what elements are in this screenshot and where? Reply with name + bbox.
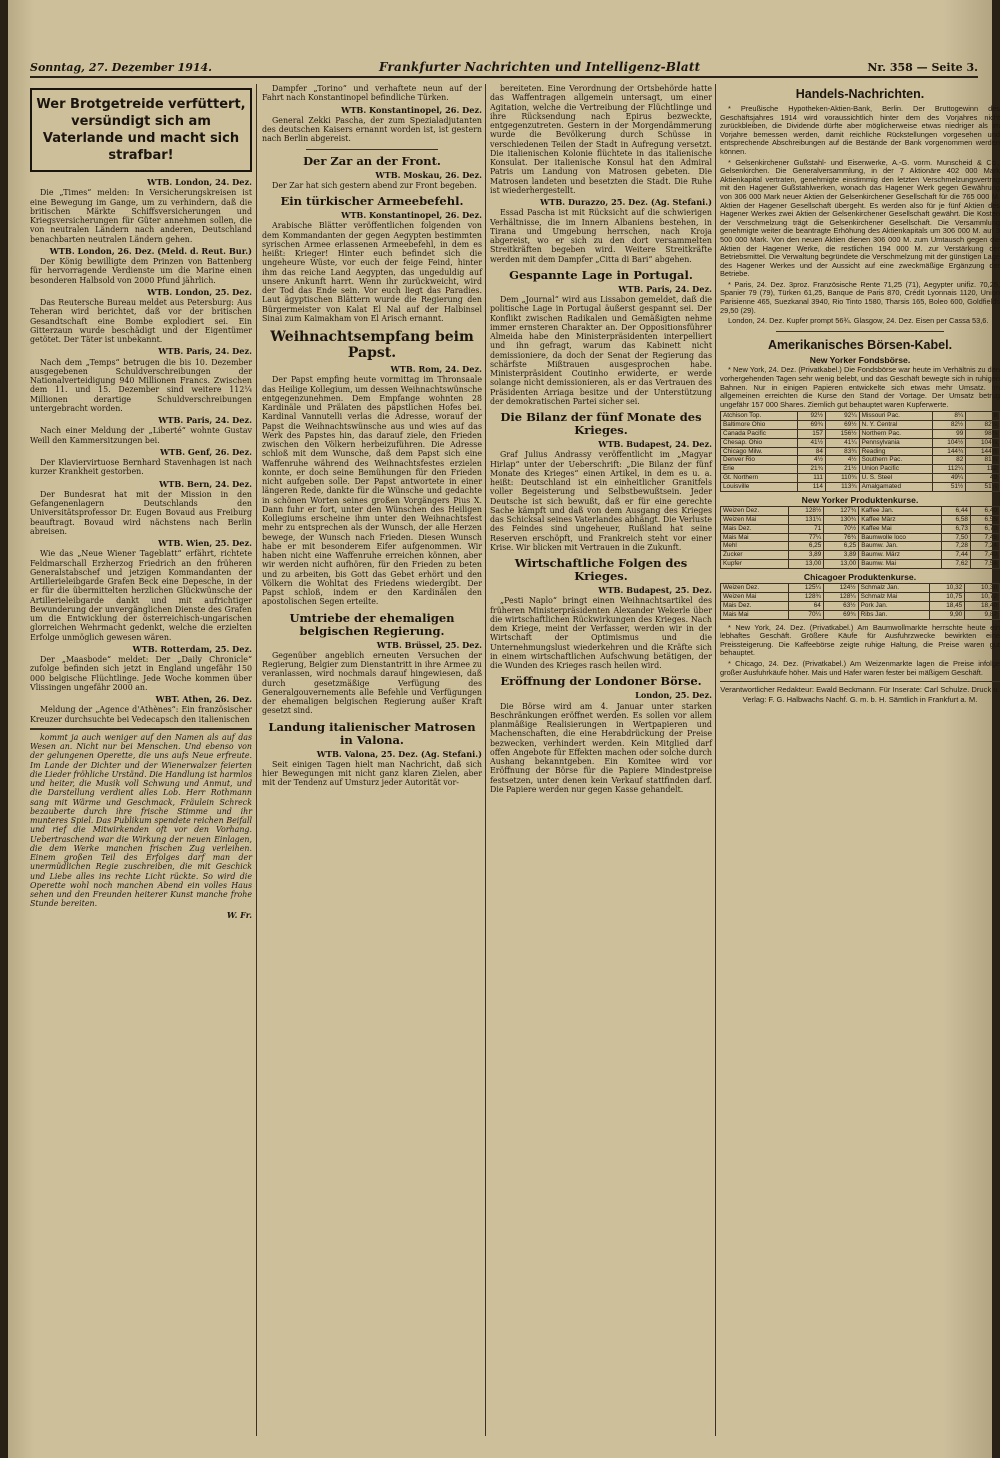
headline-portugal: Gespannte Lage in Portugal. bbox=[509, 267, 693, 282]
table-cell: Baumw. Jan. bbox=[859, 542, 942, 551]
table-cell: 21¾ bbox=[797, 465, 825, 474]
table-cell: 9,90 bbox=[930, 610, 965, 619]
news-item-text: Nach dem „Temps“ betrugen die bis 10. Dezember ausgegebenen Schuldverschreibungen der Nationalverteidigung 940 Millionen Francs. Zwischen dem 11. und 15. Dezember sind weitere 112¼ Millionen derartige Schuldverschreibungen untergebracht worden. bbox=[30, 357, 252, 413]
column-rule bbox=[256, 84, 257, 1436]
table-cell: U. S. Steel bbox=[859, 473, 932, 482]
table-cell: Baumwolle loco bbox=[859, 533, 942, 542]
article-text: Gegenüber angeblich erneuten Versuchen der Regierung, Belgier zum Dienstantritt in ihre Armee zu veranlassen, wird nochmals darauf hingewiesen, daß durch gesetzmäßige Verfügung des Generalgouvernements alle Befehle und Verfügungen der ehemaligen belgischen Regierung außer Kraft gesetzt sind. bbox=[262, 650, 482, 716]
column-2 bbox=[262, 84, 482, 1436]
table-cell: Weizen Dez. bbox=[721, 507, 789, 516]
headline-boerse: Eröffnung der Londoner Börse. bbox=[500, 674, 702, 689]
table-cell: 4½ bbox=[825, 456, 859, 465]
dateline: WTB. Paris, 24. Dez. bbox=[618, 283, 712, 294]
table-cell: Kaffee März bbox=[859, 515, 942, 524]
table-cell: 51¼ bbox=[966, 482, 1000, 491]
table-cell: 7,58 bbox=[970, 559, 999, 568]
continued-text: Dampfer „Torino“ und verhaftete neun auf der Fahrt nach Konstantinopel befindliche Türken. bbox=[262, 84, 482, 103]
table-cell: 112¼ bbox=[932, 465, 966, 474]
table-cell: 98¾ bbox=[966, 430, 1000, 439]
news-item-text: Meldung der „Agence d'Athènes“: Ein französischer Kreuzer durchsuchte bei Vedecapsch den italienischen bbox=[30, 705, 252, 724]
chicago-price-table bbox=[720, 583, 1000, 619]
dateline: WTB. Genf, 26. Dez. bbox=[159, 446, 252, 457]
table-cell: Schmalz Jan. bbox=[858, 584, 930, 593]
article-text: „Pesti Naplo“ bringt einen Weihnachtsartikel des früheren Ministerpräsidenten Alexander Wekerle über die wirtschaftlichen Rückwirkungen des Krieges. Nach dem Kriege, meint der Verfasser, werden wir in der Wirtschaft der Optimismus und die Unternehmungslust wiederkehren und die Kräfte sich in einem wirtschaftlichen Aufschwung betätigen, der die Wunden des Krieges rasch heilen wird. bbox=[490, 596, 712, 670]
article-text: * New York, 24. Dez. (Privatkabel.) Die Fondsbörse war heute im Verhältnis zu den vorhergehenden Tagen sehr wenig belebt, und das Geschäft bewegte sich in ruhigen Bahnen. Nur in einigen Papieren entwickelte sich etwas mehr Umsatz. Im allgemeinen erreichten die Kurse den Stand der Vortage. Der Umsatz betrug ungefähr 157 000 Shares. Ziemlich gut behauptet waren Kupferwerte. bbox=[720, 365, 1000, 409]
dateline: WTB. Budapest, 25. Dez. bbox=[598, 585, 712, 595]
table-cell: 112 bbox=[966, 465, 1000, 474]
news-items bbox=[262, 106, 482, 144]
table-cell: 99 bbox=[932, 430, 966, 439]
newspaper-page bbox=[8, 0, 1000, 1458]
table-cell: Baltimore Ohio bbox=[721, 421, 798, 430]
table-cell: 124½ bbox=[823, 584, 858, 593]
table-cell: 18,40 bbox=[965, 601, 1000, 610]
dateline: WTB. Brüssel, 25. Dez. bbox=[376, 639, 482, 650]
table-row bbox=[721, 559, 1000, 568]
table-cell: Kaffee Mai bbox=[859, 524, 942, 533]
table-row bbox=[721, 524, 1000, 533]
table-cell: 18,45 bbox=[930, 601, 965, 610]
table-cell: Baumw. Mai bbox=[859, 559, 942, 568]
table-cell: Chicago Milw. bbox=[721, 447, 798, 456]
headline-landung: Landung italienischer Matrosen in Valona. bbox=[268, 719, 476, 747]
table-cell: 10,72 bbox=[965, 593, 1000, 602]
article-text: Der Zar hat sich gestern abend zur Front begeben. bbox=[272, 180, 477, 190]
article-text: Graf Julius Andrassy veröffentlicht im „Magyar Hirlap“ unter der Ueberschrift: „Die Bilanz der fünf Monate des Krieges“ einen Artikel, in dem es u. a. heißt: Deutschland ist ein einheitlicher Granitfels voller Begeisterung und Selbstbewußtsein. Jeder Deutsche ist sich bewußt, daß er für eine gerechte Sache kämpft und daß von dem Ausgang des Krieges das Schicksal seines Vaterlandes abhängt. Die Verluste des Feindes sind ungeheuer, Rußland hat seine Reserven erschöpft, und Frankreich steht vor einer Krise. Wir blicken mit Vertrauen in die Zukunft. bbox=[490, 450, 712, 552]
news-item-text: Der Klaviervirtuose Bernhard Stavenhagen ist nach kurzer Krankheit gestorben. bbox=[30, 458, 252, 477]
headline-boersen-kabel: Amerikanisches Börsen-Kabel. bbox=[767, 337, 953, 352]
table-cell: 9,87 bbox=[965, 610, 1000, 619]
column-4-commerce bbox=[720, 84, 1000, 1436]
table-cell: 10,30 bbox=[965, 584, 1000, 593]
table-row bbox=[721, 542, 1000, 551]
headline-belgische-regierung: Umtriebe der ehemaligen belgischen Regierung. bbox=[289, 610, 455, 638]
headline-armeebefehl: Ein türkischer Armeebefehl. bbox=[280, 194, 464, 208]
table-cell: 92½ bbox=[797, 412, 825, 421]
news-item-text: Nach einer Meldung der „Liberté“ wohnte Gustav Weill den Kammersitzungen bei. bbox=[30, 426, 252, 445]
commerce-item-text: London, 24. Dez. Kupfer prompt 56¾. Glasgow, 24. Dez. Eisen per Cassa 53,6. bbox=[728, 316, 989, 326]
table-cell: 6,44 bbox=[941, 507, 970, 516]
table-cell: 6,25 bbox=[824, 542, 859, 551]
table-cell: Canada Pacific bbox=[721, 430, 798, 439]
table-cell: 13,00 bbox=[824, 559, 859, 568]
table-cell: 69¾ bbox=[823, 610, 858, 619]
table-cell: Amalgamated bbox=[859, 482, 932, 491]
news-item-text: Essad Pascha ist mit Rücksicht auf die schwierigen Verhältnisse, die im Innern Albaniens bestehen, in Tirana und Umgebung herrschen, nach Kroja abgereist, wo er sich zu den dort versammelten Streitkräften begeben wird. Weitere Streitkräfte werden mit dem Dampfer „Citta di Bari“ abgehen. bbox=[490, 208, 712, 264]
dateline: WTB. London, 25. Dez. bbox=[147, 286, 252, 297]
table-cell: 156½ bbox=[825, 430, 859, 439]
table-cell: 8¼ bbox=[932, 412, 966, 421]
table-cell: 83¾ bbox=[825, 447, 859, 456]
news-item-text: Die „Times“ melden: In Versicherungskreisen ist eine Bewegung im Gange, um zu verhindern, daß die britischen Märkte Schiffsversicherungen und Kriegsversicherungen für Güter annehmen sollen, die von neutralen Ländern nach anderen, Deutschland benachbarten neutralen Ländern gehen. bbox=[30, 188, 252, 244]
table-cell: 7,62 bbox=[941, 559, 970, 568]
table-cell: 70½ bbox=[824, 524, 859, 533]
headline-papst: Weihnachtsempfang beim Papst. bbox=[270, 329, 474, 361]
table-row bbox=[721, 412, 1000, 421]
table-row bbox=[721, 438, 1000, 447]
table-cell: 104½ bbox=[932, 438, 966, 447]
issue-date: Sonntag, 27. Dezember 1914. bbox=[30, 61, 212, 74]
subheadline-ny-produkten: New Yorker Produktenkurse. bbox=[801, 494, 919, 505]
feuilleton-text: kommt ja auch weniger auf den Namen als auf das Wesen an. Nicht nur bei Menschen. Und ebenso von der gelungenen Operette, die uns aufs Neue erfreute. Im Lande der Dichter und der Wienerwalzer feierten die Lieder fröhliche Urständ. Die Handlung ist harmlos und heiter, die Musik voll Schwung und Anmut, und die Darstellung verdient alles Lob. Herr Rothmann sang mit Wärme und Geschmack, Fräulein Schreck bezauberte durch ihre frische Stimme und ihr munteres Spiel. Das Publikum spendete reichen Beifall und rief die Mitwirkenden oft vor den Vorhang. Uebertraschend war die Wirkung der neuen Einlagen, die dem Werke manchen frischen Zug verleihen. Einem großen Teil des Erfolges darf man der unermüdlichen Regie zuschreiben, die mit Geschick und Liebe alles ins rechte Licht rückte. So wird die Operette wohl noch manchen Abend ein volles Haus sehen und den Freunden heiterer Kunst manche frohe Stunde bereiten. bbox=[30, 732, 252, 909]
commerce-items bbox=[720, 105, 1000, 326]
table-row bbox=[721, 515, 1000, 524]
column-rule bbox=[715, 84, 716, 1436]
market-report-text: * New York, 24. Dez. (Privatkabel.) Am Baumwollmarkte herrschte heute ein lebhaftes Geschäft. Größere Käufe für Ausfuhrzwecke bewirkten eine Preissteigerung. Die Kaffeebörse zeigte ruhige Haltung, die Preise waren gut behauptet. bbox=[720, 622, 1000, 658]
table-cell: Mais Mai bbox=[721, 533, 789, 542]
table-cell: 49¼ bbox=[932, 473, 966, 482]
dateline: London, 25. Dez. bbox=[635, 690, 712, 701]
dateline: WTB. Paris, 24. Dez. bbox=[158, 415, 252, 425]
table-cell: Baumw. März bbox=[859, 551, 942, 560]
table-cell: 128½ bbox=[789, 507, 824, 516]
appeal-box: Wer Brotgetreide verfüttert, versündigt sich am Vaterlande und macht sich strafbar! bbox=[30, 88, 252, 172]
table-cell: 7,50 bbox=[941, 533, 970, 542]
commerce-item-text: * Paris, 24. Dez. 3proz. Französische Rente 71,25 (71), Aegypter unifiz. 70,25, Spanier 79 (79), Türken 61,25, Banque de Paris 870, Crédit Lyonnais 1120, Union Parisienne 465, Suezkanal 3940, Rio Tinto 1580, Tharsis 165, Boleo 600, Goldfields 29,50 (29). bbox=[720, 279, 1000, 315]
table-cell: 10,32 bbox=[930, 584, 965, 593]
table-row bbox=[721, 593, 1000, 602]
table-cell: 7,44 bbox=[941, 551, 970, 560]
table-cell: Pork Jan. bbox=[858, 601, 930, 610]
table-cell: Union Pacific bbox=[859, 465, 932, 474]
commerce-item-text: * Gelsenkirchener Gußstahl- und Eisenwerke, A.-G. vorm. Munscheid & Co., Gelsenkirchen. Die Generalversammlung, in der 7 Aktionäre 402 000 Mark Aktienkapital vertraten, genehmigte einstimmig den letzten Verschmelzungsvertrag mit den Hagener Gußstahlwerken, wonach das Hagener Werk gegen Gewährung von 306 000 Mark neuer Aktien der Gelsenkirchener Gesellschaft für die 765 000 M. Aktien der Hagener Gesellschaft übergeht. Es werden also für je fünf Aktien des Hagener Werkes zwei Aktien der Gelsenkirchener Gesellschaft gewährt. Die Kosten der Verschmelzung trägt die Gelsenkirchener Gesellschaft. Die Versammlung genehmigte weiter die beantragte Erhöhung des Aktienkapitals um 306 000 M. auf 3 500 000 Mark. Von den neuen Aktien dienen 306 000 M. zum Umtausch gegen die Aktien der Hagener Werke, die restlichen 194 000 M. zur Verstärkung der Betriebsmittel. Die Verwaltung begründete die Verschmelzung mit der günstigen Lage des Hagener Werkes und der Aussicht auf eine zweckmäßige Ergänzung der Betriebe. bbox=[720, 157, 1000, 279]
dateline: WBT. Athen, 26. Dez. bbox=[155, 694, 252, 704]
table-cell: 81¾ bbox=[966, 456, 1000, 465]
table-row bbox=[721, 430, 1000, 439]
table-cell: 144¾ bbox=[932, 447, 966, 456]
column-3 bbox=[490, 84, 712, 1436]
columns bbox=[30, 84, 1000, 1436]
table-cell: 82½ bbox=[932, 421, 966, 430]
article-text: Die Börse wird am 4. Januar unter starken Beschränkungen eröffnet werden. Es sollen vor allem planmäßige Realisierungen in Wertpapieren und Machenschaften, die eine Herabdrückung der Preise bezwecken, verhindert werden. Kein Mitglied darf offen Angebote für Effekten machen oder solche durch Aushang bekanntgeben. Ein Komitee wird vor Eröffnung der Börse für die Papiere Mindestpreise festsetzen, unter denen kein Verkauf stattfinden darf. Die Papiere werden nur gegen Kasse gehandelt. bbox=[490, 701, 712, 794]
table-cell: 7,24 bbox=[970, 542, 999, 551]
table-cell: 144½ bbox=[966, 447, 1000, 456]
headline-handels-nachrichten: Handels-Nachrichten. bbox=[795, 87, 925, 101]
news-items bbox=[490, 198, 712, 264]
table-cell: 3,89 bbox=[824, 551, 859, 560]
dateline: WTB. Bern, 24. Dez. bbox=[159, 478, 252, 489]
table-cell: 6,25 bbox=[789, 542, 824, 551]
continued-text: bereiteten. Eine Verordnung der Ortsbehörde hatte das Waffentragen allgemein untersagt, um einer Agitation, welche die Vertreibung der Flüchtlinge und ihre Rücksendung nach Epirus bezweckte, entgegenzutreten. Gestern in der Morgendämmerung wurde die Bevölkerung durch Schüsse in verschiedenen Teilen der Stadt in Aufregung versetzt. Die italienischen Kolonie flüchtete in das italienische Konsulat. Der italienische Konsul hat den Admiral Patris um Landung von Matrosen gebeten. Die Matrosen landeten und besetzten die Stadt. Die Ruhe ist wiederhergestellt. bbox=[490, 84, 712, 195]
table-cell: 127¾ bbox=[824, 507, 859, 516]
table-cell: 104¼ bbox=[966, 438, 1000, 447]
dateline: WTB. Rotterdam, 25. Dez. bbox=[132, 643, 252, 654]
table-cell: Ribs Jan. bbox=[858, 610, 930, 619]
table-cell: 10,75 bbox=[930, 593, 965, 602]
table-cell: 63½ bbox=[823, 601, 858, 610]
table-cell: Southern Pac. bbox=[859, 456, 932, 465]
table-row bbox=[721, 610, 1000, 619]
table-cell: Kaffee Jan. bbox=[859, 507, 942, 516]
table-cell: Louisville bbox=[721, 482, 798, 491]
table-cell: Mais Dez. bbox=[721, 524, 789, 533]
table-cell: 8 bbox=[966, 412, 1000, 421]
table-cell: Reading bbox=[859, 447, 932, 456]
table-cell: Schmalz Mai bbox=[858, 593, 930, 602]
table-cell: Atchison Top. bbox=[721, 412, 798, 421]
table-cell: Mais Mai bbox=[721, 610, 789, 619]
table-cell: 3,89 bbox=[789, 551, 824, 560]
news-item-text: Der König bewilligte dem Prinzen von Battenberg für hervorragende Verdienste um die Marine einen besonderen Halbsold von 2000 Pfund jährlich. bbox=[30, 257, 252, 285]
table-row bbox=[721, 533, 1000, 542]
table-cell: Mais Dez. bbox=[721, 601, 789, 610]
column-1 bbox=[30, 84, 252, 1436]
table-cell: 128¾ bbox=[789, 593, 824, 602]
table-cell: 130¾ bbox=[824, 515, 859, 524]
table-cell: Weizen Dez. bbox=[721, 584, 789, 593]
table-row bbox=[721, 551, 1000, 560]
table-row bbox=[721, 447, 1000, 456]
table-cell: 41½ bbox=[797, 438, 825, 447]
table-cell: Northern Pac. bbox=[859, 430, 932, 439]
table-cell: 111 bbox=[797, 473, 825, 482]
table-cell: Zucker bbox=[721, 551, 789, 560]
dateline: WTB. Valona, 25. Dez. (Ag. Stefani.) bbox=[316, 748, 482, 759]
table-cell: 6,58 bbox=[941, 515, 970, 524]
table-row bbox=[721, 601, 1000, 610]
table-cell: 128¼ bbox=[823, 593, 858, 602]
table-cell: 51½ bbox=[932, 482, 966, 491]
table-cell: Denver Rio bbox=[721, 456, 798, 465]
feuilleton-signoff: W. Fr. bbox=[226, 909, 252, 920]
table-cell: 157 bbox=[797, 430, 825, 439]
news-items bbox=[30, 178, 252, 724]
subheadline-ny-fondsboerse: New Yorker Fondsbörse. bbox=[809, 354, 911, 365]
dateline: WTB. Paris, 24. Dez. bbox=[158, 346, 252, 357]
article-text: Seit einigen Tagen hielt man Nachricht, daß sich hier Bewegungen mit nicht ganz klaren Zielen, aber mit der Tendenz auf Umsturz jeder Autorität vor- bbox=[262, 759, 482, 788]
table-cell: 69½ bbox=[825, 421, 859, 430]
commerce-item-text: * Preußische Hypotheken-Aktien-Bank, Berlin. Der Bruttogewinn des Geschäftsjahres 1914 wird voraussichtlich hinter dem des Vorjahres nicht zurückbleiben, die Dividende dürfte aber möglicherweise etwas niedriger als im Vorjahre bemessen werden, damit reichliche Rückstellungen vorgesehen und entsprechende Abschreibungen auf die Bestände der Bank vorgenommen werden können. bbox=[720, 104, 1000, 156]
table-cell: Weizen Mai bbox=[721, 593, 789, 602]
table-cell: Kupfer bbox=[721, 559, 789, 568]
table-cell: Erie bbox=[721, 465, 798, 474]
table-cell: 84 bbox=[797, 447, 825, 456]
table-cell: 21½ bbox=[825, 465, 859, 474]
headline-bilanz: Die Bilanz der fünf Monate des Krieges. bbox=[500, 410, 702, 437]
table-row bbox=[721, 465, 1000, 474]
table-cell: 69¾ bbox=[797, 421, 825, 430]
table-cell: 7,45 bbox=[970, 533, 999, 542]
news-item-text: Der Bundesrat hat mit der Mission in den Gefangenenlagern Deutschlands den Universitätsprofessor Dr. Eugen Bovaud aus Freiburg beauftragt. Bovaud wird nächstens nach Berlin abreisen. bbox=[30, 489, 252, 536]
table-cell: 70¼ bbox=[789, 610, 824, 619]
separator bbox=[776, 331, 944, 332]
table-cell: 6,73 bbox=[941, 524, 970, 533]
news-item-text: Das Reutersche Bureau meldet aus Petersburg: Aus Teheran wird berichtet, daß vor der britischen Gesandtschaft eine Bombe explodiert sei. Ein Gitterzaun wurde beschädigt und der Eigentümer getötet. Der Täter ist unbekannt. bbox=[30, 298, 252, 344]
table-cell: 7,28 bbox=[941, 542, 970, 551]
article-text: Arabische Blätter veröffentlichen folgenden von dem Kommandanten der gegen Aegypten bestimmten syrischen Armee erlassenen Armeebefehl, in dem es heißt: Krieger! Hinter euch befindet sich die ungeheure Wüste, vor euch der feige Feind, hinter ihm das reiche Land Aegypten, das ungeduldig auf unsere Ankunft harrt. Wenn ihr zurückweicht, wird der Tod das Ende sein. Vor euch liegt das Paradies. Laut ägyptischen Blättern wurde die Regierung den Bürgermeister von Kalat El Nal auf der Halbinsel Sinai zum Kaimakham von El Arisch ernannt. bbox=[262, 221, 482, 323]
table-cell: 92¼ bbox=[825, 412, 859, 421]
headline-zar: Der Zar an der Front. bbox=[303, 153, 441, 168]
table-cell: 6,70 bbox=[970, 524, 999, 533]
table-cell: 6,55 bbox=[970, 515, 999, 524]
table-cell: N. Y. Central bbox=[859, 421, 932, 430]
dateline: WTB. Rom, 24. Dez. bbox=[390, 364, 482, 374]
produce-price-table bbox=[720, 506, 1000, 569]
table-cell: Mehl bbox=[721, 542, 789, 551]
table-row bbox=[721, 421, 1000, 430]
table-row bbox=[721, 456, 1000, 465]
table-cell: 77¼ bbox=[789, 533, 824, 542]
dateline: WTB. London, 24. Dez. bbox=[147, 177, 252, 187]
dateline: WTB. Konstantinopel, 26. Dez. bbox=[341, 210, 482, 220]
table-cell: 4½ bbox=[797, 456, 825, 465]
dateline: WTB. Wien, 25. Dez. bbox=[158, 538, 252, 548]
stock-price-table bbox=[720, 411, 1000, 491]
separator bbox=[306, 149, 438, 150]
table-cell: 125¼ bbox=[789, 584, 824, 593]
table-cell: 6,40 bbox=[970, 507, 999, 516]
column-rule bbox=[485, 84, 486, 1436]
table-cell: 64 bbox=[789, 601, 824, 610]
dateline: WTB. Durazzo, 25. Dez. (Ag. Stefani.) bbox=[540, 197, 712, 207]
table-row bbox=[721, 584, 1000, 593]
table-cell: 76¾ bbox=[824, 533, 859, 542]
dateline: WTB. Moskau, 26. Dez. bbox=[375, 169, 482, 180]
table-cell: Pennsylvania bbox=[859, 438, 932, 447]
table-row bbox=[721, 482, 1000, 491]
imprint: Verantwortlicher Redakteur: Ewald Beckmann. Für Inserate: Carl Schulze. Druck u. Verlag: F. G. Halbwachs Nachf. G. m. b. H. Sämtlich in Frankfurt a. M. bbox=[720, 681, 1000, 704]
market-reports bbox=[720, 624, 1000, 678]
table-cell: 131¼ bbox=[789, 515, 824, 524]
dateline: WTB. Konstantinopel, 26. Dez. bbox=[341, 104, 482, 115]
table-row bbox=[721, 473, 1000, 482]
news-item-text: General Zekki Pascha, der zum Spezialadjutanten des deutschen Kaisers ernannt worden ist, ist gestern nach Berlin abgereist. bbox=[262, 115, 482, 144]
table-cell: 82¼ bbox=[966, 421, 1000, 430]
table-cell: Missouri Pac. bbox=[859, 412, 932, 421]
issue-number: Nr. 358 — Seite 3. bbox=[867, 61, 978, 74]
article-text: Der Papst empfing heute vormittag im Thronsaale das Heilige Kollegium, um dessen Weihnachtswünsche entgegenzunehmen. Dem Empfange wohnten 28 Kardinäle und Prälaten des päpstlichen Hofes bei. Kardinal Vannutelli verlas die Adresse, worauf der Papst die Weihnachtswünsche aus und wies auf das Werk des Papstes hin, das darauf ziele, den Frieden zwischen den Völkern herbeizuführen. Die Adresse schloß mit dem Wunsche, daß dem Papst sich eine Waffenruhe während des Weihnachtsfestes erzielen konnte, er doch seine Bemühungen für den Frieden nicht aufgeben solle. Der Papst antwortete in einer längeren Rede, dankte für die Wünsche und gedachte in schönen Worten seines großen Vorgängers Pius X. Dann fuhr er fort, unter den Wünschen des Heiligen Kollegiums erscheine ihm unter den Weihnachtsfest mehr zu entsprechen als der Wunsch, der alle Herzen bewege, der Wunsch nach Frieden. Diesen Wunsch habe er mit besonderem Eifer aufgenommen. Wir haben nicht eine Waffenruhe erreichen können, aber wir werden nicht aufhören, für den Frieden zu beten und zu arbeiten, bis Gott das Gebet erhört und den Völkern die Wohltat des Friedens wiedergibt. Der Papst schloß, indem er den Kardinälen den apostolischen Segen erteilte. bbox=[262, 375, 482, 607]
table-cell: 110¾ bbox=[825, 473, 859, 482]
masthead bbox=[30, 56, 978, 78]
dateline: WTB. London, 26. Dez. (Meld. d. Reut. Bur.) bbox=[49, 245, 252, 256]
table-cell: Gt. Northern bbox=[721, 473, 798, 482]
newspaper-title: Frankfurter Nachrichten und Intelligenz-Blatt bbox=[378, 60, 701, 74]
table-cell: 71 bbox=[789, 524, 824, 533]
headline-wirtschaft: Wirtschaftliche Folgen des Krieges. bbox=[514, 556, 688, 583]
market-report-text: * Chicago, 24. Dez. (Privatkabel.) Am Weizenmarkte lagen die Preise infolge großer Ausfuhrkäufe höher. Mais und Hafer waren fester bei mäßigem Geschäft. bbox=[720, 658, 1000, 677]
news-item-text: Der „Maasbode“ meldet: Der „Daily Chronicle“ zufolge befinden sich jetzt in England ungefähr 150 000 belgische Flüchtlinge. Jede Woche kommen über Vlissingen ungefähr 2000 an. bbox=[30, 655, 252, 692]
table-cell: 41¼ bbox=[825, 438, 859, 447]
table-cell: Chesap. Ohio bbox=[721, 438, 798, 447]
subheadline-chicago: Chicagoer Produktenkurse. bbox=[803, 571, 917, 582]
table-cell: Weizen Mai bbox=[721, 515, 789, 524]
news-item-text: Wie das „Neue Wiener Tageblatt“ erfährt, richtete Feldmarschall Erzherzog Friedrich an den früheren Generalstabschef und jetzigen Kommandanten der Artillerieleibgarde Grafen Beck eine Depesche, in der er für die übermittelten herzlichen Glückwünsche der Artillerieleibgarde dankt und mit aufrichtiger Bewunderung der unvergänglichen Dienste des Grafen um die Entwicklung der österreichisch-ungarischen glorreichen Wehrmacht gedenkt, welche die erzielten Erfolge unmöglich gewesen wären. bbox=[30, 549, 252, 642]
dateline: WTB. Budapest, 24. Dez. bbox=[598, 439, 712, 449]
feuilleton bbox=[30, 728, 252, 920]
table-row bbox=[721, 507, 1000, 516]
table-cell: 7,40 bbox=[970, 551, 999, 560]
table-cell: 82 bbox=[932, 456, 966, 465]
table-cell: 114 bbox=[797, 482, 825, 491]
article-text: Dem „Journal“ wird aus Lissabon gemeldet, daß die politische Lage in Portugal äußerst gespannt sei. Der Konflikt zwischen Radikalen und Gemäßigten nehme immer ernsteren Charakter an. Der Oppositionsführer Almeida habe den Ministerpräsidenten interpelliert und ihn gefragt, warum das Kabinett nicht demissioniere, da doch der Senat der Regierung das schärfste Mißtrauen ausgesprochen habe. Ministerpräsident Coutinho erwiderte, er werde solange nicht demissionieren, als er das Vertrauen des Präsidenten Arriaga besitze und der Unterstützung der demokratischen Partei sicher sei. bbox=[490, 295, 712, 406]
table-cell: 13,00 bbox=[789, 559, 824, 568]
table-cell: 113¾ bbox=[825, 482, 859, 491]
table-cell: 49 bbox=[966, 473, 1000, 482]
